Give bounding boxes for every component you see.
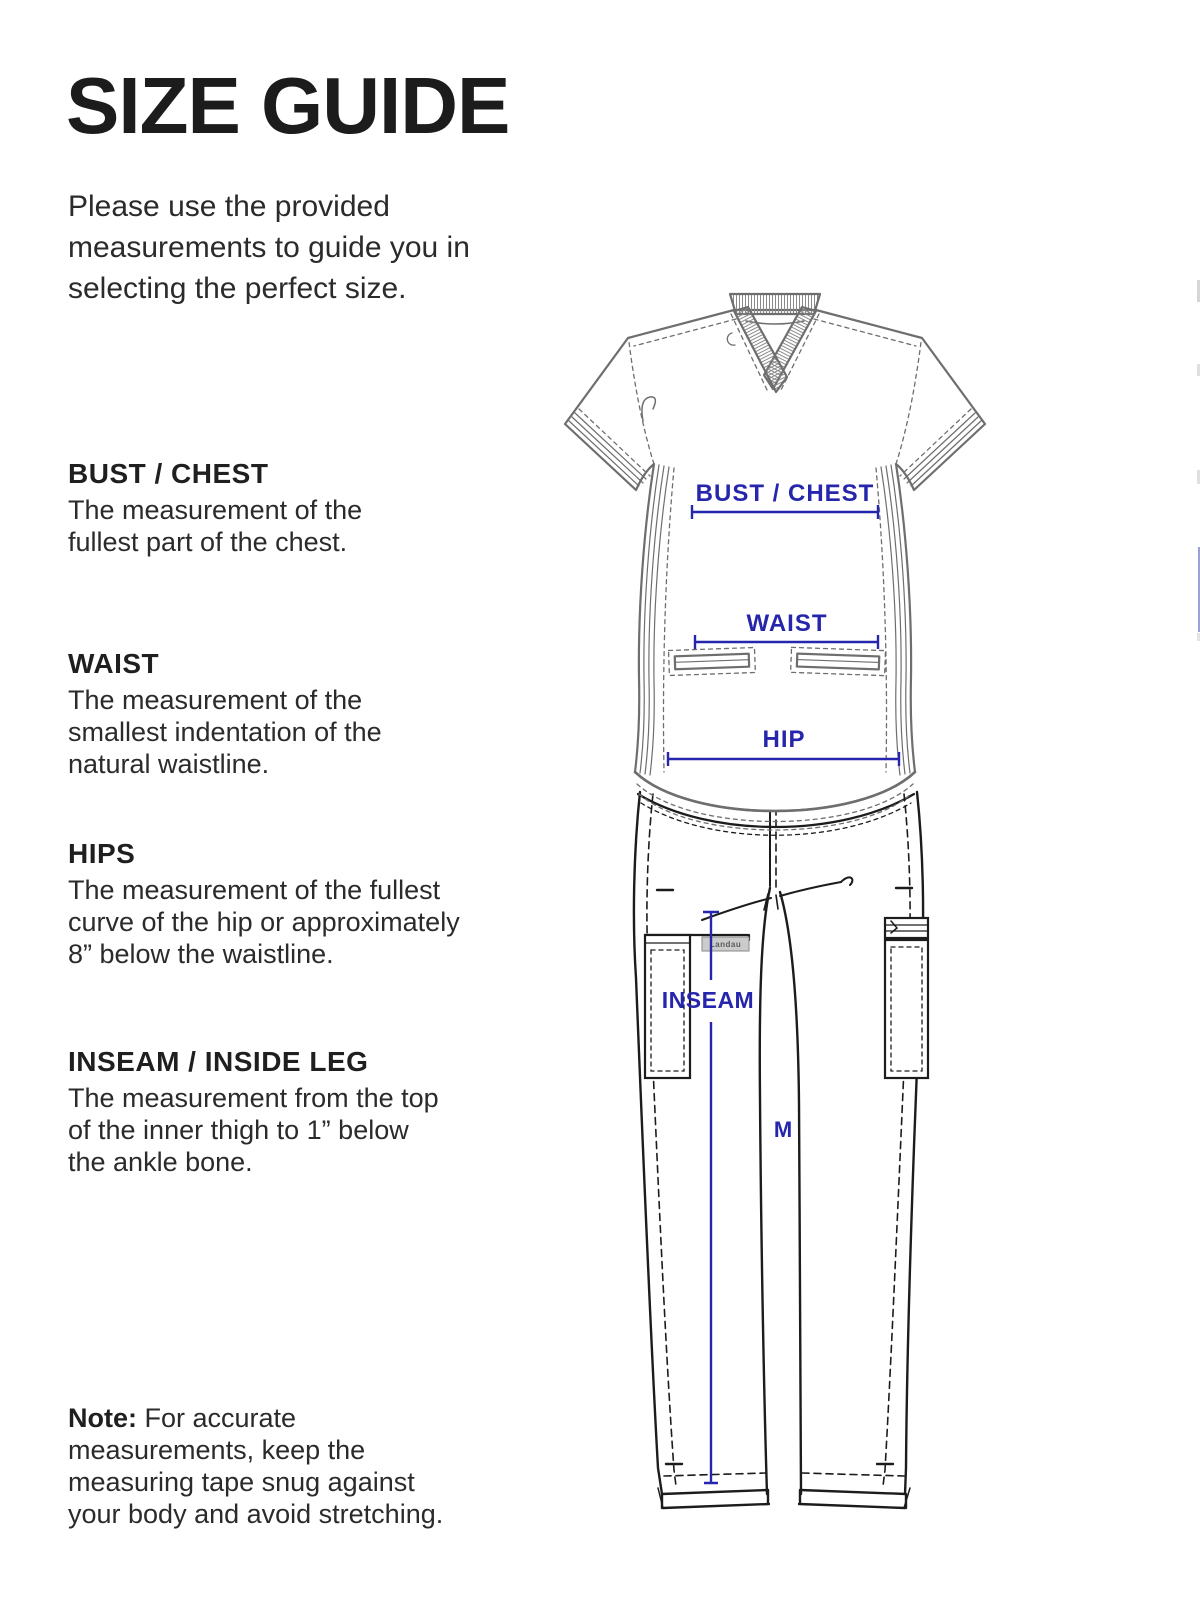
- note-line: measuring tape snug against: [68, 1467, 415, 1497]
- inseam-measure-label: INSEAM: [661, 987, 755, 1013]
- section-body-line: The measurement of the fullest: [68, 875, 441, 905]
- note-line: measurements, keep the: [68, 1435, 366, 1465]
- drawstring: [702, 877, 852, 920]
- brand-tag-label: Landau: [709, 940, 742, 949]
- size-diagram: [540, 278, 996, 1528]
- section-body-line: of the inner thigh to 1” below: [68, 1115, 409, 1145]
- note-label: Note:: [68, 1403, 137, 1433]
- pant-hems: [658, 1473, 910, 1508]
- section-heading: INSEAM / INSIDE LEG: [68, 1046, 369, 1077]
- section-inseam: [68, 1046, 439, 1178]
- section-body: [68, 874, 460, 970]
- intro-line: selecting the perfect size.: [68, 272, 407, 305]
- brand-tag: [702, 937, 749, 951]
- section-body-line: 8” below the waistline.: [68, 939, 334, 969]
- section-bust-chest: [68, 458, 362, 558]
- cargo-pocket-right: [885, 918, 928, 1078]
- section-hips: [68, 838, 460, 970]
- intro-line: Please use the provided: [68, 190, 390, 223]
- bust-chest-measure-label: BUST / CHEST: [695, 480, 875, 507]
- section-body-line: natural waistline.: [68, 749, 270, 779]
- section-heading: BUST / CHEST: [68, 458, 269, 489]
- section-body-line: The measurement of the: [68, 495, 363, 525]
- intro-line: measurements to guide you in: [68, 231, 470, 264]
- section-body: [68, 494, 362, 558]
- section-body-line: the ankle bone.: [68, 1147, 253, 1177]
- section-heading: HIPS: [68, 838, 136, 869]
- section-body: [68, 684, 382, 780]
- section-body-line: curve of the hip or approximately: [68, 907, 460, 937]
- section-body: [68, 1082, 439, 1178]
- section-body-line: The measurement from the top: [68, 1083, 439, 1113]
- page-title: SIZE GUIDE: [66, 61, 510, 150]
- section-body-line: fullest part of the chest.: [68, 527, 348, 557]
- note-line: your body and avoid stretching.: [68, 1499, 444, 1529]
- note-line: For accurate: [144, 1403, 297, 1433]
- waist-measure-label: WAIST: [746, 610, 828, 637]
- size-m-label: M: [773, 1117, 793, 1142]
- section-waist: [68, 648, 382, 780]
- section-heading: WAIST: [68, 648, 160, 679]
- section-body-line: The measurement of the: [68, 685, 363, 715]
- intro-text: [68, 186, 470, 309]
- hip-measure-label: HIP: [762, 726, 806, 753]
- scrub-pants-drawing: [634, 792, 928, 1508]
- section-body-line: smallest indentation of the: [68, 717, 382, 747]
- note-text: [68, 1402, 443, 1530]
